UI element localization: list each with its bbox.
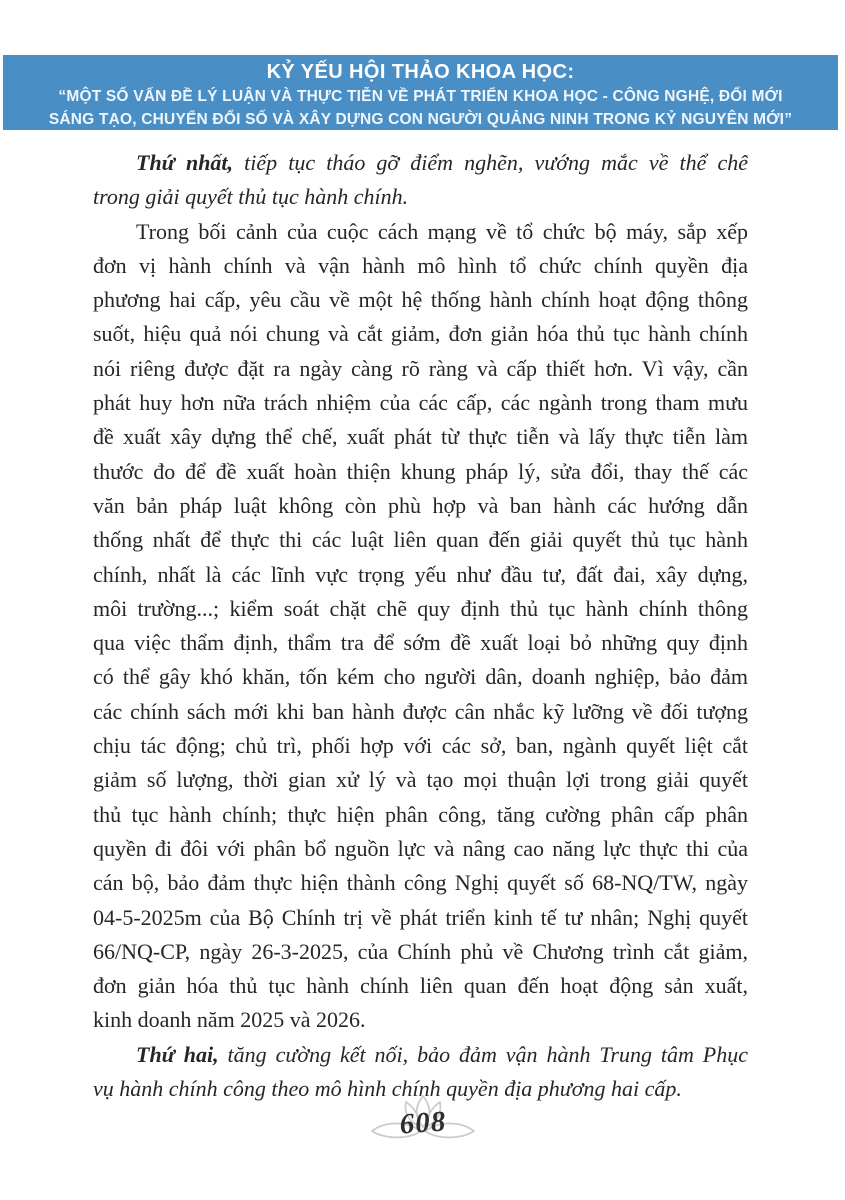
text-line: có thể gây khó khăn, tốn kém cho người dân, doanh nghiệp, bảo đảm	[93, 664, 748, 690]
text-line: văn bản pháp luật không còn phù hợp và ban hành các hướng dẫn	[93, 492, 748, 518]
text-line: kinh doanh năm 2025 và 2026.	[93, 1007, 366, 1033]
text-line: đề xuất xây dựng thể chế, xuất phát từ thực tiễn và lấy thực tiễn làm	[93, 424, 748, 450]
text-line: Trong bối cảnh của cuộc cách mạng về tổ chức bộ máy, sắp xếp	[136, 218, 748, 244]
paragraph	[93, 215, 748, 1038]
page-footer	[0, 1093, 845, 1147]
text-line: thước đo để đề xuất hoàn thiện khung pháp lý, sửa đổi, thay thế các	[93, 458, 748, 484]
text-line: 66/NQ-CP, ngày 26-3-2025, của Chính phủ về Chương trình cắt giảm,	[93, 938, 748, 964]
text-line: phát huy hơn nữa trách nhiệm của các cấp, các ngành trong tham mưu	[93, 390, 748, 416]
header-subtitle-line1: “MỘT SỐ VẤN ĐỀ LÝ LUẬN VÀ THỰC TIỄN VỀ PHÁT TRIỂN KHOA HỌC - CÔNG NGHỆ, ĐỔI MỚI	[58, 88, 783, 105]
text-line: vụ hành chính công theo mô hình chính quyền địa phương hai cấp.	[93, 1076, 682, 1102]
header-title: KỶ YẾU HỘI THẢO KHOA HỌC:	[266, 61, 575, 83]
text-line: chịu tác động; chủ trì, phối hợp với các sở, ban, ngành quyết liệt cắt	[93, 733, 748, 759]
header-subtitle-line2: SÁNG TẠO, CHUYỂN ĐỔI SỐ VÀ XÂY DỰNG CON NGƯỜI QUẢNG NINH TRONG KỶ NGUYÊN MỚI”	[48, 111, 793, 128]
text-line: quyền đi đôi với phân bổ nguồn lực và nâng cao năng lực thực thi của	[93, 835, 748, 861]
text-line: các chính sách mới khi ban hành được cân nhắc kỹ lưỡng về đối tượng	[93, 698, 748, 724]
text-line: giảm số lượng, thời gian xử lý và tạo mọi thuận lợi trong giải quyết	[93, 767, 748, 793]
paragraph-lead: Thứ hai,	[136, 1041, 219, 1067]
text-line: đơn vị hành chính và vận hành mô hình tổ chức chính quyền địa	[93, 252, 748, 278]
text-line: Thứ hai, tăng cường kết nối, bảo đảm vận hành Trung tâm Phục	[136, 1041, 748, 1067]
document-body	[93, 146, 748, 1106]
text-line: trong giải quyết thủ tục hành chính.	[93, 184, 409, 210]
text-line: môi trường...; kiểm soát chặt chẽ quy định thủ tục hành chính thông	[93, 595, 748, 621]
text-line: cán bộ, bảo đảm thực hiện thành công Nghị quyết số 68-NQ/TW, ngày	[93, 870, 748, 896]
text-line: chính, nhất là các lĩnh vực trọng yếu như đầu tư, đất đai, xây dựng,	[93, 561, 748, 587]
text-line: Thứ nhất, tiếp tục tháo gỡ điểm nghẽn, vướng mắc về thể chế	[136, 150, 748, 175]
paragraphs	[93, 146, 748, 1106]
page-number: 608	[398, 1105, 447, 1141]
paragraph	[93, 146, 748, 215]
text-line: đơn giản hóa thủ tục hành chính liên quan đến hoạt động sản xuất,	[93, 973, 748, 999]
text-line: phương hai cấp, yêu cầu về một hệ thống hành chính hoạt động thông	[93, 287, 748, 313]
text-line: thống nhất để thực thi các luật liên quan đến giải quyết thủ tục hành	[93, 527, 748, 553]
header-band	[3, 55, 838, 130]
paragraph-lead: Thứ nhất,	[136, 150, 234, 175]
text-line: qua việc thẩm định, thẩm tra để sớm đề xuất loại bỏ những quy định	[93, 630, 748, 656]
text-line: thủ tục hành chính; thực hiện phân công, tăng cường phân cấp phân	[93, 801, 748, 827]
text-line: 04-5-2025m của Bộ Chính trị về phát triển kinh tế tư nhân; Nghị quyết	[93, 904, 748, 930]
lotus-ornament	[363, 1093, 483, 1147]
text-line: nói riêng được đặt ra ngày càng rõ ràng và cấp thiết hơn. Vì vậy, cần	[93, 355, 748, 381]
text-line: suốt, hiệu quả nói chung và cắt giảm, đơn giản hóa thủ tục hành chính	[93, 321, 748, 347]
